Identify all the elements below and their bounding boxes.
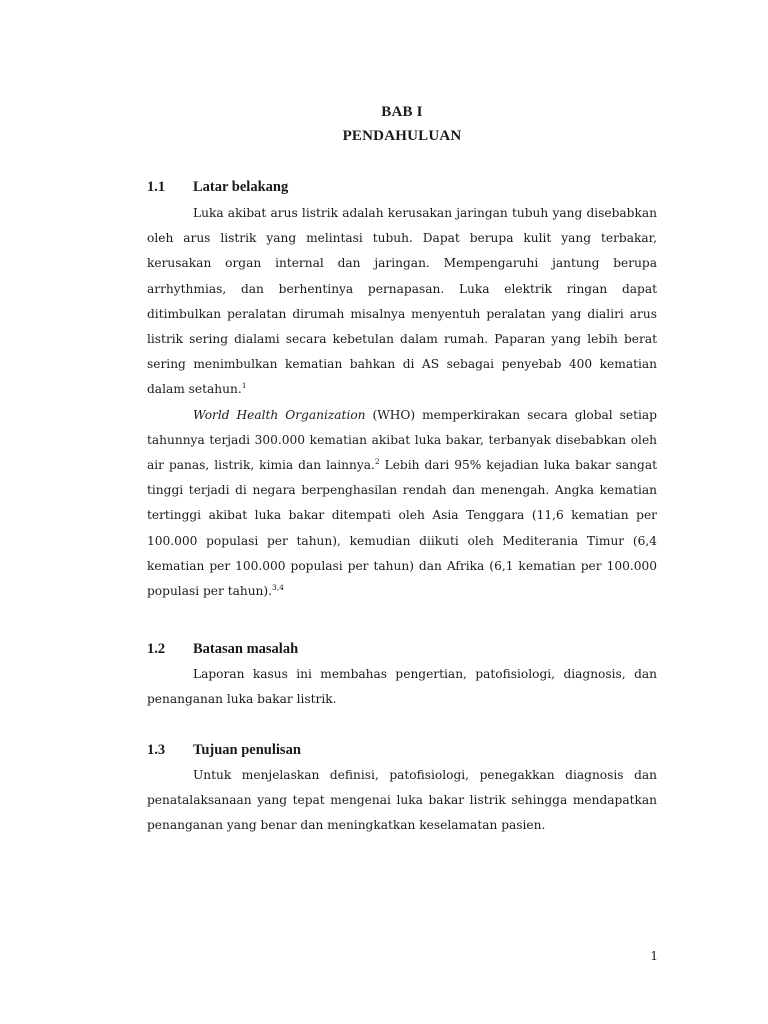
chapter-number: BAB I <box>381 104 423 120</box>
page-number: 1 <box>650 949 658 963</box>
footnote-ref: 2 <box>374 457 380 467</box>
paragraph: Untuk menjelaskan definisi, patofisiologi, penegakkan diagnosis dan penatalaksanaan yang tepat mengenai luka bakar listrik sehingga mendapatkan penanganan yang benar dan meningkatkan keselamatan pasien. <box>147 768 657 833</box>
footnote-ref: 3,4 <box>272 583 284 593</box>
italic-term: World Health Organization <box>193 407 366 422</box>
section-heading-tujuan-penulisan <box>147 742 301 759</box>
section-number: 1.1 <box>147 179 166 195</box>
section-title: Batasan masalah <box>193 641 299 657</box>
paragraph: Laporan kasus ini membahas pengertian, patofisiologi, diagnosis, dan penanganan luka bakar listrik. <box>147 667 657 707</box>
section-number: 1.2 <box>147 641 166 657</box>
section-body-batasan-masalah <box>147 662 657 712</box>
footnote-ref: 1 <box>241 381 247 391</box>
section-number: 1.3 <box>147 742 166 758</box>
paragraph <box>147 201 657 403</box>
paragraph-text: (WHO) memperkirakan secara global setiap tahunnya terjadi 300.000 kematian akibat luka bakar, terbanyak disebabkan oleh air panas, listrik, kimia dan lainnya. <box>147 407 657 473</box>
paragraph-text: Lebih dari 95% kejadian luka bakar sangat tinggi terjadi di negara berpenghasilan rendah dan menengah. Angka kematian tertinggi akibat luka bakar ditempati oleh Asia Tenggara (11,6 kematian per 100.000 populasi per tahun), kemudian diikuti oleh Mediterania Timur (6,4 kematian per 100.000 populasi per tahun) dan Afrika (6,1 kematian per 100.000 populasi per tahun). <box>147 458 657 599</box>
paragraph-text: Luka akibat arus listrik adalah kerusakan jaringan tubuh yang disebabkan oleh arus listrik yang melintasi tubuh. Dapat berupa kulit yang terbakar, kerusakan organ internal dan jaringan. Mempengaruhi jantung berupa arrhythmias, dan berhentinya pernapasan. Luka elektrik ringan dapat ditimbulkan peralatan dirumah misalnya menyentuh peralatan yang dialiri arus listrik sering dialami secara kebetulan dalam rumah. Paparan yang lebih berat sering menimbulkan kematian bahkan di AS sebagai penyebab 400 kematian dalam setahun. <box>147 206 657 397</box>
section-heading-batasan-masalah <box>147 641 298 658</box>
section-title: Tujuan penulisan <box>193 742 301 758</box>
section-title: Latar belakang <box>193 179 289 195</box>
section-body-tujuan-penulisan <box>147 763 657 839</box>
paragraph <box>147 403 657 605</box>
section-heading-latar-belakang <box>147 179 288 196</box>
section-body-latar-belakang <box>147 201 657 604</box>
chapter-title: PENDAHULUAN <box>342 128 462 144</box>
